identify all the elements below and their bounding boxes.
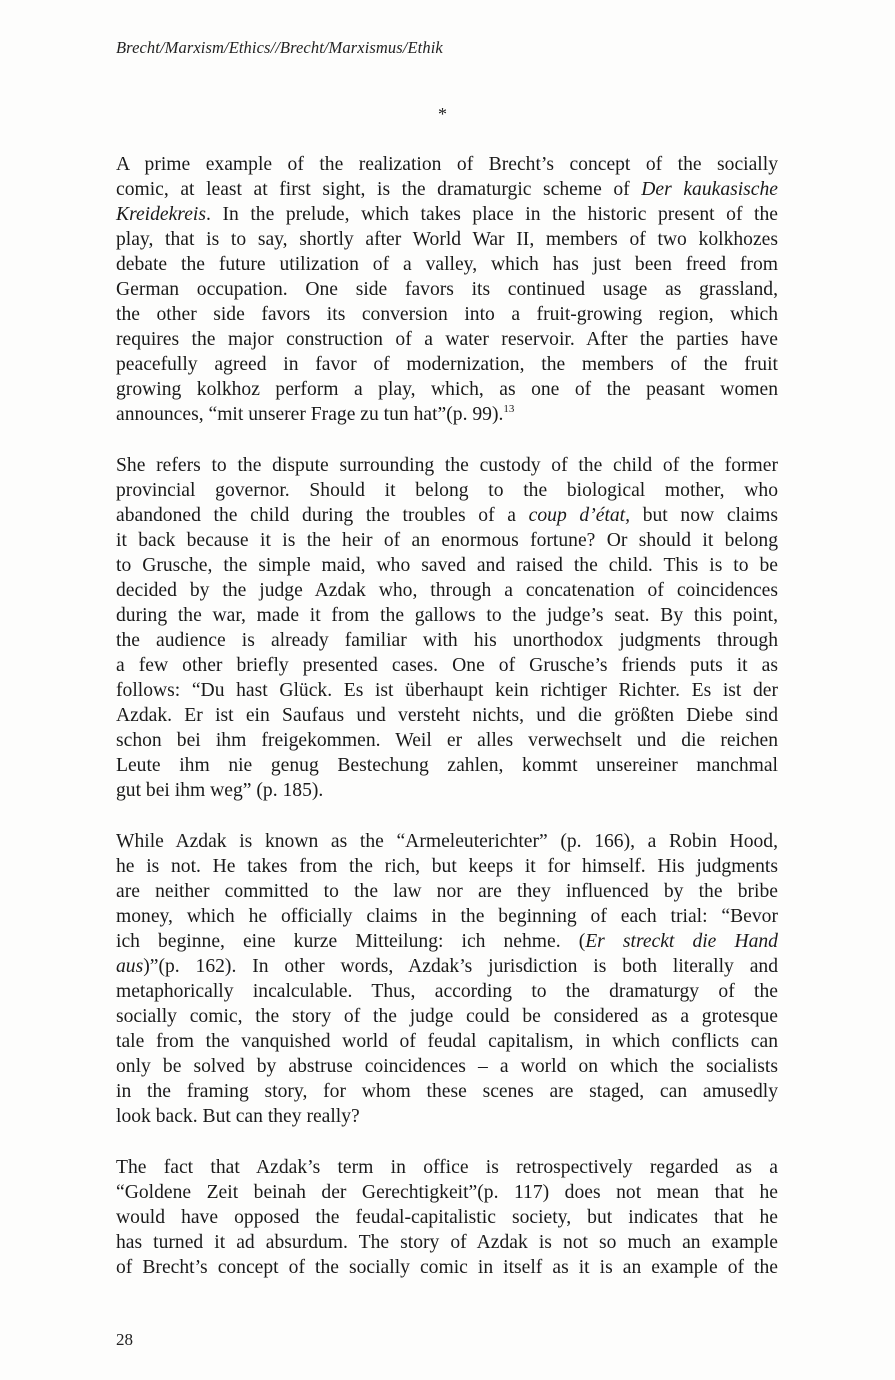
italic-text: aus [116,956,144,977]
text-line: look back. But can they really? [116,1106,360,1127]
paragraph [116,152,778,427]
text-line: provincial governor. Should it belong to the biological mother, who [116,480,778,501]
text-line: The fact that Azdak’s term in office is retrospectively regarded as a [116,1157,778,1178]
text-line: play, that is to say, shortly after World War II, members of two kolkhozes [116,229,778,250]
paragraph [116,453,778,803]
text-line: Kreidekreis. In the prelude, which takes place in the historic present of the [116,204,778,225]
text-line: metaphorically incalculable. Thus, according to the dramaturgy of the [116,981,778,1002]
italic-text: Der kaukasische [641,179,778,200]
text-line: tale from the vanquished world of feudal capitalism, in which conflicts can [116,1031,778,1052]
text-line: would have opposed the feudal-capitalistic society, but indicates that he [116,1207,778,1228]
page-number: 28 [116,1330,133,1349]
text-line: during the war, made it from the gallows to the judge’s seat. By this point, [116,605,778,626]
text-line: gut bei ihm weg” (p. 185). [116,780,324,801]
text-line: a few other briefly presented cases. One of Grusche’s friends puts it as [116,655,778,676]
text-line: growing kolkhoz perform a play, which, as one of the peasant women [116,379,778,400]
text-line: in the framing story, for whom these scenes are staged, can amusedly [116,1081,778,1102]
italic-text: coup d’état, [528,505,631,526]
text-line: A prime example of the realization of Brecht’s concept of the socially [116,154,778,175]
paragraph [116,829,778,1129]
footnote-marker[interactable]: 13 [503,403,515,415]
text-line: ich beginne, eine kurze Mitteilung: ich nehme. (Er streckt die Hand [116,931,778,952]
text-line: he is not. He takes from the rich, but keeps it for himself. His judgments [116,856,778,877]
text-line: schon bei ihm freigekommen. Weil er alles verwechselt und die reichen [116,730,778,751]
text-line: money, which he officially claims in the beginning of each trial: “Bevor [116,906,778,927]
italic-text: Er streckt die Hand [585,931,778,952]
text-line: only be solved by abstruse coincidences – a world on which the socialists [116,1056,778,1077]
text-line: aus)”(p. 162). In other words, Azdak’s jurisdiction is both literally and [116,956,778,977]
text-line: “Goldene Zeit beinah der Gerechtigkeit”(p. 117) does not mean that he [116,1182,778,1203]
text-line: are neither committed to the law nor are they influenced by the bribe [116,881,778,902]
text-line: of Brecht’s concept of the socially comic in itself as it is an example of the [116,1257,778,1278]
text-line: comic, at least at first sight, is the dramaturgic scheme of Der kaukasische [116,179,778,200]
running-header: Brecht/Marxism/Ethics//Brecht/Marxismus/Ethik [116,38,443,57]
text-line: debate the future utilization of a valley, which has just been freed from [116,254,778,275]
text-line: requires the major construction of a water reservoir. After the parties have [116,329,778,350]
text-line: to Grusche, the simple maid, who saved and raised the child. This is to be [116,555,778,576]
text-line: has turned it ad absurdum. The story of Azdak is not so much an example [116,1232,778,1253]
text-line: the other side favors its conversion into a fruit-growing region, which [116,304,778,325]
text-line: follows: “Du hast Glück. Es ist überhaupt kein richtiger Richter. Es ist der [116,680,778,701]
text-line: announces, “mit unserer Frage zu tun hat”(p. 99).$^{13}$ [116,403,515,425]
text-line: While Azdak is known as the “Armeleuterichter” (p. 166), a Robin Hood, [116,831,778,852]
text-line: German occupation. One side favors its continued usage as grassland, [116,279,778,300]
body-text [116,152,778,1306]
paragraph [116,1155,778,1280]
text-line: socially comic, the story of the judge could be considered as a grotesque [116,1006,778,1027]
text-line: Leute ihm nie genug Bestechung zahlen, kommt unsereiner manchmal [116,755,778,776]
section-separator: * [438,104,447,124]
text-line: the audience is already familiar with his unorthodox judgments through [116,630,778,651]
text-line: decided by the judge Azdak who, through a concatenation of coincidences [116,580,778,601]
text-line: it back because it is the heir of an enormous fortune? Or should it belong [116,530,778,551]
text-line: abandoned the child during the troubles of a coup d’état, but now claims [116,505,778,526]
text-line: Azdak. Er ist ein Saufaus und versteht nichts, und die größten Diebe sind [116,705,778,726]
text-line: peacefully agreed in favor of modernization, the members of the fruit [116,354,778,375]
text-line: She refers to the dispute surrounding the custody of the child of the former [116,455,778,476]
italic-text: Kreidekreis [116,204,206,225]
